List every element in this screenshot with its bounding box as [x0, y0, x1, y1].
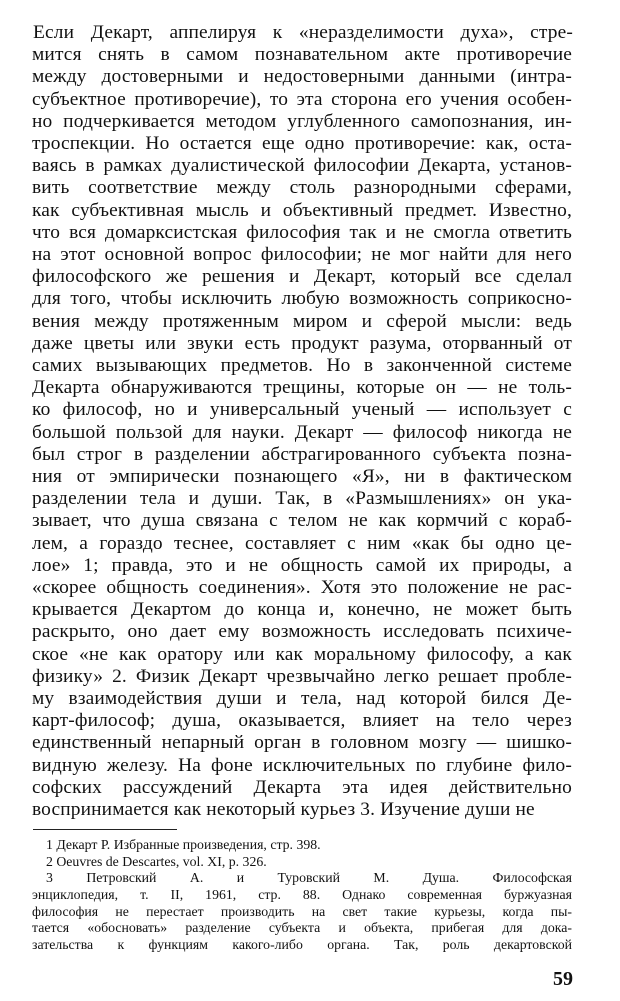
text-line: что вся домарксистская философия так и не смогла ответить — [32, 221, 572, 243]
footnote: 3 Петровский А. и Туровский М. Душа. Философская — [46, 870, 572, 886]
text-line: на этот основной вопрос философии; не мог найти для него — [32, 244, 572, 265]
text-line: субъектное противоречие), то эта сторона его учения особен- — [32, 88, 572, 110]
text-line: большой пользой для науки. Декарт — философ никогда не — [32, 421, 572, 443]
page-number: 59 — [553, 968, 573, 991]
text-line: раскрыто, оно дает ему возможность исследовать психиче- — [32, 621, 572, 643]
text-line: ко философ, но и универсальный ученый — использует с — [32, 399, 572, 421]
text-line: как субъективная мысль и объективный предмет. Известно, — [32, 199, 572, 221]
text-line: был строг в разделении абстрагированного субъекта позна- — [32, 443, 572, 465]
text-line: между достоверными и недостоверными данными (интра- — [32, 66, 572, 88]
text-line: разделении тела и души. Так, в «Размышлениях» он ука- — [32, 488, 572, 510]
text-line: троспекции. Но остается еще одно противоречие: как, оста- — [32, 133, 572, 154]
text-line: единственный непарный орган в головном мозгу — шишко- — [32, 732, 572, 754]
text-line: карт-философ; душа, оказывается, влияет на тело через — [32, 710, 572, 732]
text-line: мится снять в самом познавательном акте противоречие — [32, 44, 572, 66]
text-line: му взаимодействия души и тела, над которой бился Де- — [32, 688, 572, 709]
text-line: философского же решения и Декарт, который все сделал — [32, 266, 572, 288]
text-line: ваясь в рамках дуалистической философии Декарта, установ- — [32, 155, 572, 177]
text-line: зывает, что душа связана с телом не как кормчий с кораб- — [32, 510, 572, 532]
text-line: вения между протяженным миром и сферой мысли: ведь — [32, 310, 572, 332]
footnote: зательства к функциям какого-либо органа. Так, роль декартовской — [32, 936, 572, 952]
text-line: видную железу. На фоне исключительных по глубине фило- — [32, 754, 572, 776]
footnote: 2 Oeuvres de Descartes, vol. XI, p. 326. — [46, 853, 267, 869]
footnote: энциклопедия, т. II, 1961, стр. 88. Однако современная буржуазная — [32, 887, 572, 902]
text-line: для того, чтобы исключить любую возможность соприкосно- — [32, 288, 572, 310]
text-line: лое» 1; правда, это и не общность самой их природы, а — [32, 554, 572, 576]
footnote: 1 Декарт Р. Избранные произведения, стр. 398. — [46, 837, 321, 853]
text-line: крывается Декартом до конца и, конечно, не может быть — [32, 599, 572, 621]
text-line: самих вызывающих предметов. Но в законченной системе — [32, 355, 572, 376]
text-line: физику» 2. Физик Декарт чрезвычайно легко решает пробле- — [32, 665, 572, 687]
footnote-separator — [33, 829, 177, 830]
text-line: ское «не как оратору или как моральному философу, а как — [32, 643, 572, 665]
text-line: вить соответствие между столь разнородными сферами, — [32, 177, 572, 199]
text-line: даже цветы или звуки есть продукт разума, оторванный от — [32, 332, 572, 354]
text-line: лем, а гораздо теснее, составляет с ним «как бы одно це- — [32, 532, 572, 554]
text-line: но подчеркивается методом углубленного самопознания, ин- — [32, 110, 572, 132]
text-line: Если Декарт, аппелируя к «неразделимости духа», стре- — [33, 22, 573, 43]
text-line: «скорее общность соединения». Хотя это положение не рас- — [32, 577, 572, 598]
text-line: Декарта обнаруживаются трещины, которые он — не толь- — [32, 377, 572, 399]
text-line: воспринимается как некоторый курьез 3. Изучение души не — [32, 799, 535, 820]
text-line: ния от эмпирически познающего «Я», ни в фактическом — [32, 466, 572, 487]
text-line: софских рассуждений Декарта эта идея действительно — [32, 776, 572, 798]
footnote: тается «обосновать» разделение субъекта и объекта, прибегая для дока- — [32, 920, 572, 936]
footnote: философия не перестает производить на свет такие курьезы, когда пы- — [32, 903, 572, 919]
